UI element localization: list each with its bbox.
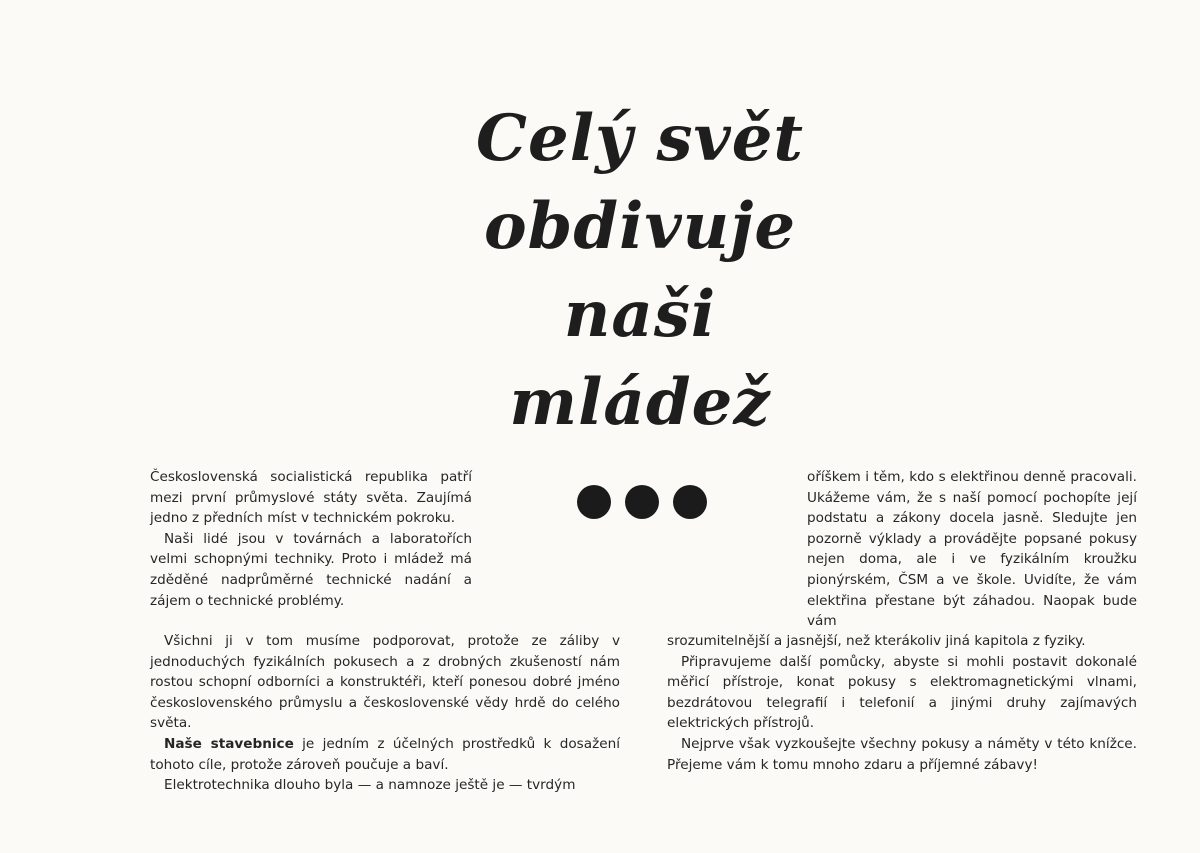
title-line-2: obdivuje <box>483 189 797 264</box>
right-column-bottom-text <box>667 631 1137 775</box>
title-line-1: Celý svět <box>476 101 804 176</box>
right-column-top-text <box>807 467 1137 632</box>
paragraph-continuation: oříškem i těm, kdo s elektřinou denně pracovali. Ukážeme vám, že s naší pomocí pochopíte její podstatu a zákony docela jasně. Sledujte jen pozorně výklady a provádějte popsané pokusy nejen doma, ale i ve fyzikálním kroužku pionýrském, ČSM a ve škole. Uvidíte, že vám elektřina přestane být záhadou. Naopak bude vám <box>807 469 1137 630</box>
paragraph-stavebnice <box>150 734 620 775</box>
left-column-top-text <box>150 467 472 611</box>
paragraph-rest: je jedním z účelných prostředků k dosažení tohoto cíle, protože zároveň poučuje a baví. <box>150 735 620 773</box>
left-column-bottom-text <box>150 631 620 796</box>
title-line-4: mládež <box>509 365 771 440</box>
title-line-3: naši <box>563 277 717 352</box>
paragraph: Nejprve však vyzkoušejte všechny pokusy a náměty v této knížce. Přejeme vám k tomu mnoho zdaru a příjemné zábavy! <box>667 735 1137 773</box>
paragraph: Naši lidé jsou v továrnách a laboratořích velmi schopnými techniky. Proto i mládež má zděděné nadprůměrné technické nadání a zájem o technické problémy. <box>150 530 472 609</box>
paragraph: Připravujeme další pomůcky, abyste si mohli postavit dokonalé měřicí přístroje, konat pokusy s elektromagnetickými vlnami, bezdrátovou telegrafií i telefonií a jinými druhy zajímavých elektrických přístrojů. <box>667 653 1137 732</box>
paragraph-continuation: srozumitelnější a jasnější, než kterákoliv jiná kapitola z fyziky. <box>667 633 1086 649</box>
bold-phrase: Naše stavebnice <box>164 735 294 752</box>
page-title <box>470 95 810 447</box>
paragraph: Československá socialistická republika patří mezi první průmyslové státy světa. Zaujímá jedno z předních míst v technickém pokroku. <box>150 469 472 527</box>
dot-icon <box>625 485 659 519</box>
dot-icon <box>673 485 707 519</box>
paragraph: Všichni ji v tom musíme podporovat, protože ze záliby v jednoduchých fyzikálních pokusech a z drobných zkušeností nám rostou schopní odborníci a konstruktéři, kteří ponesou dobré jméno československého průmyslu a československé vědy hrdě do celého světa. <box>150 633 620 732</box>
decorative-dots <box>577 485 707 521</box>
paragraph: Elektrotechnika dlouho byla — a namnoze ještě je — tvrdým <box>164 777 576 794</box>
dot-icon <box>577 485 611 519</box>
